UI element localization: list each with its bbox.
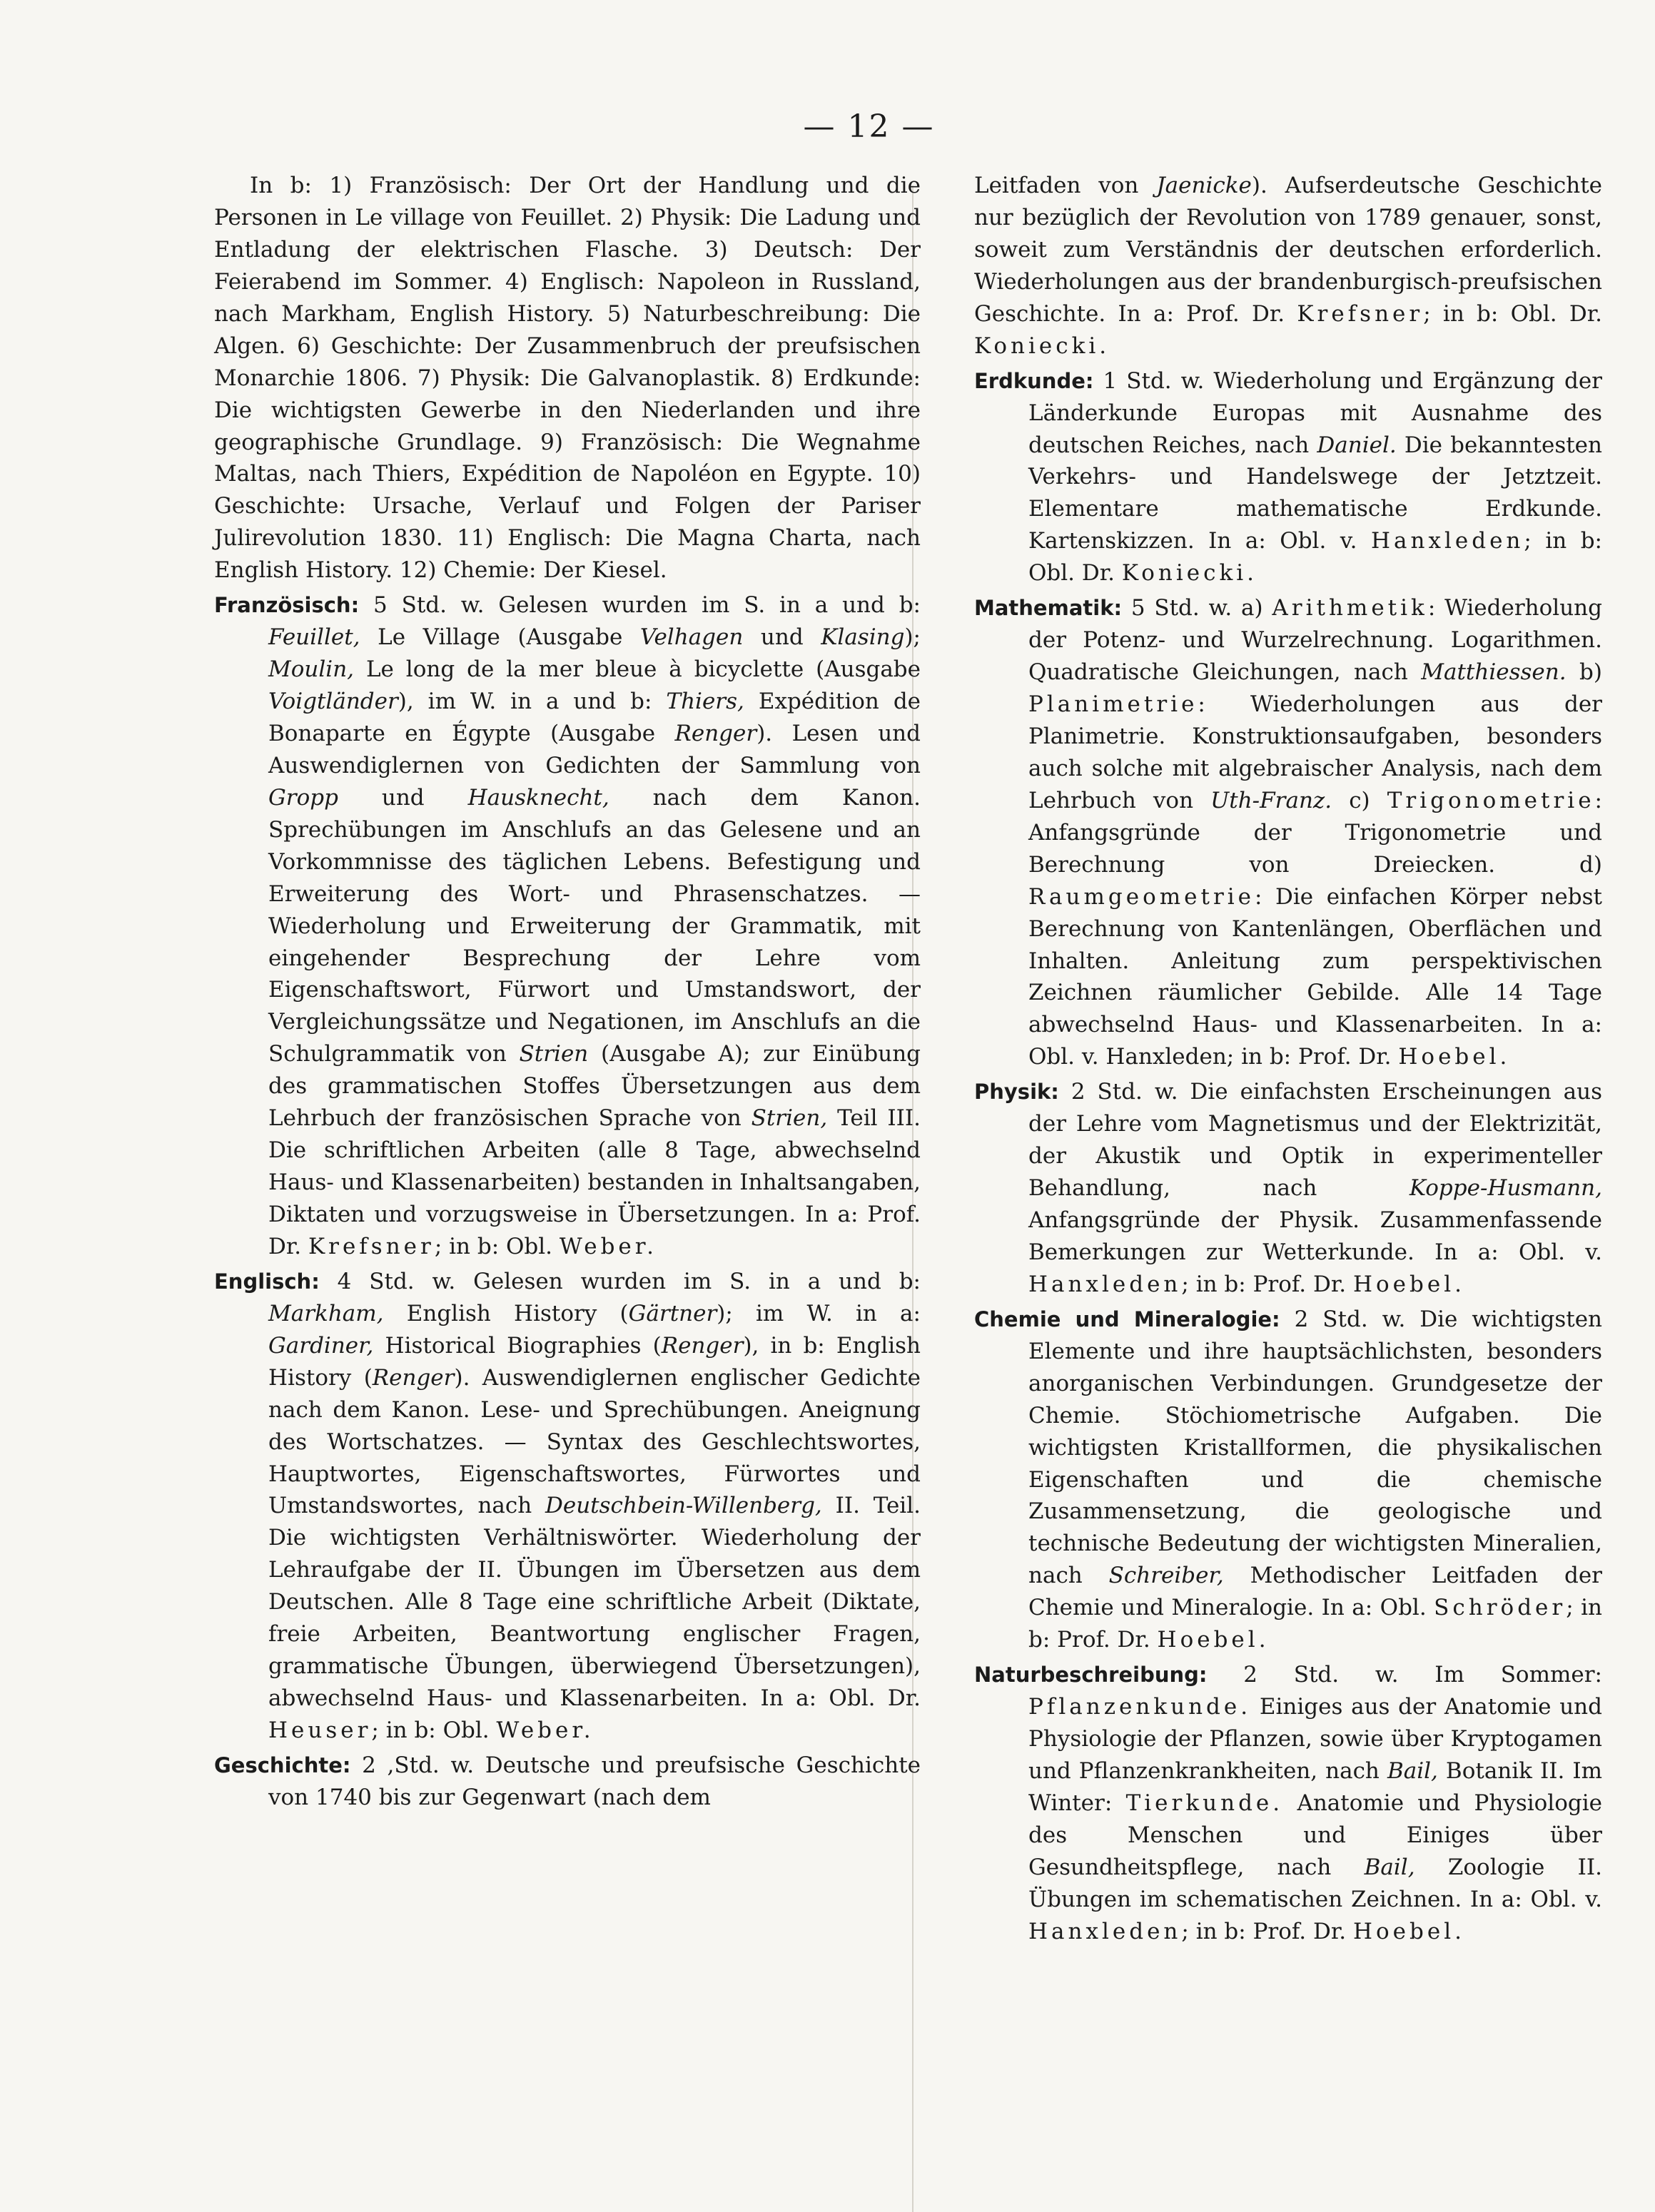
section-naturbeschreibung: Naturbeschreibung: 2 Std. w. Im Sommer: Pflanzenkunde. Einiges aus der Anatomie und Physiologie der Pflanzen, sowie über Kryptogamen und Pflanzenkrankheiten, nach Bail, Botanik II. Im Winter: Tierkunde. Anatomie und Physiologie des Menschen und Einiges über Gesundheitspflege, nach Bail, Zoologie II. Übungen im schematischen Zeichnen. In a: Obl. v. Hanxleden; in b: Prof. Dr. Hoebel. [974,1662,1602,1944]
section-mathematik: Mathematik: 5 Std. w. a) Arithmetik: Wiederholung der Potenz- und Wurzelrechnung. Logarithmen. Quadratische Gleichungen, nach Matthiessen. b) Planimetrie: Wiederholungen aus der Planimetrie. Konstruktionsaufgaben, besonders auch solche mit algebraischer Analysis, nach dem Lehrbuch von Uth-Franz. c) Trigonometrie: Anfangsgründe der Trigonometrie und Berechnung von Dreiecken. d) Raumgeometrie: Die einfachen Körper nebst Berechnung von Kantenlängen, Oberflächen und Inhalten. Anleitung zum perspektivischen Zeichnen räumlicher Gebilde. Alle 14 Tage abwechselnd Haus- und Klassenarbeiten. In a: Obl. v. Hanxleden; in b: Prof. Dr. Hoebel. [974,595,1602,1070]
section-geschichte: Geschichte: 2 ,Std. w. Deutsche und preufsische Geschichte von 1740 bis zur Gegenwart (nach dem [214,1752,921,1810]
page-number: — 12 — [803,108,935,145]
section-erdkunde: Erdkunde: 1 Std. w. Wiederholung und Ergänzung der Länderkunde Europas mit Ausnahme des deutschen Reiches, nach Daniel. Die bekanntesten Verkehrs- und Handelswege der Jetztzeit. Elementare mathematische Erdkunde. Kartenskizzen. In a: Obl. v. Hanxleden; in b: Obl. Dr. Koniecki. [974,367,1602,587]
subject-heading: Erdkunde: [974,368,1094,393]
subject-heading: Naturbeschreibung: [974,1663,1208,1688]
section-franzoesisch: Französisch: 5 Std. w. Gelesen wurden im S. in a und b: Feuillet, Le Village (Ausgabe Velhagen und Klasing); Moulin, Le long de la mer bleue à bicyclette (Ausgabe Voigtländer), im W. in a und b: Thiers, Expédition de Bonaparte en Égypte (Ausgabe Renger). Lesen und Auswendiglernen von Gedichten der Sammlung von Gropp und Hausknecht, nach dem Kanon. Sprechübungen im Anschlufs an das Gelesene und an Vorkommnisse des täglichen Lebens. Befestigung und Erweiterung des Wort- und Phrasenschatzes. — Wiederholung und Erweiterung der Grammatik, mit eingehender Besprechung der Lehre vom Eigenschaftswort, Fürwort und Umstandswort, der Vergleichungssätze und Negationen, im Anschlufs an die Schulgrammatik von Strien (Ausgabe A); zur Einübung des grammatischen Stoffes Übersetzungen aus dem Lehrbuch der französischen Sprache von Strien, Teil III. Die schriftlichen Arbeiten (alle 8 Tage, abwechselnd Haus- und Klassenarbeiten) bestanden in Inhaltsangaben, Diktaten und vorzugsweise in Übersetzungen. In a: Prof. Dr. Krefsner; in b: Obl. Weber. [214,592,921,1259]
subject-heading: Französisch: [214,593,360,618]
subject-heading: Chemie und Mineralogie: [974,1307,1280,1331]
essay-topics-paragraph: In b: 1) Französisch: Der Ort der Handlung und die Personen in Le village von Feuillet. 2) Physik: Die Ladung und Entladung der elektrischen Flasche. 3) Deutsch: Der Feierabend im Sommer. 4) Englisch: Napoleon in Russland, nach Markham, English History. 5) Naturbeschreibung: Die Algen. 6) Geschichte: Der Zusammenbruch der preufsischen Monarchie 1806. 7) Physik: Die Galvanoplastik. 8) Erdkunde: Die wichtigsten Gewerbe in den Niederlanden und ihre geographische Grundlage. 9) Französisch: Die Wegnahme Maltas, nach Thiers, Expédition de Napoléon en Egypte. 10) Geschichte: Ursache, Verlauf und Folgen der Pariser Julirevolution 1830. 11) Englisch: Die Magna Charta, nach English History. 12) Chemie: Der Kiesel. [214,173,921,584]
right-column [974,170,1602,1951]
section-chemie: Chemie und Mineralogie: 2 Std. w. Die wichtigsten Elemente und ihre hauptsächlichsten, besonders anorganischen Verbindungen. Grundgesetze der Chemie. Stöchiometrische Aufgaben. Die wichtigsten Kristallformen, die physikalischen Eigenschaften und die chemische Zusammensetzung, die geologische und technische Bedeutung der wichtigsten Mineralien, nach Schreiber, Methodischer Leitfaden der Chemie und Mineralogie. In a: Obl. Schröder; in b: Prof. Dr. Hoebel. [974,1306,1603,1653]
section-geschichte-continued: Leitfaden von Jaenicke). Aufserdeutsche Geschichte nur bezüglich der Revolution von 1789 genauer, sonst, soweit zum Verständnis der deutschen erforderlich. Wiederholungen aus der brandenburgisch-preufsischen Geschichte. In a: Prof. Dr. Krefsner; in b: Obl. Dr. Koniecki. [974,173,1602,359]
subject-heading: Mathematik: [974,596,1123,621]
section-englisch: Englisch: 4 Std. w. Gelesen wurden im S. in a und b: Markham, English History (Gärtner); im W. in a: Gardiner, Historical Biographies (Renger), in b: English History (Renger). Auswendiglernen englischer Gedichte nach dem Kanon. Lese- und Sprechübungen. Aneignung des Wortschatzes. — Syntax des Geschlechtswortes, Hauptwortes, Eigenschaftswortes, Fürwortes und Umstandswortes, nach Deutschbein-Willenberg, II. Teil. Die wichtigsten Verhältniswörter. Wiederholung der Lehraufgabe der II. Übungen im Übersetzen aus dem Deutschen. Alle 8 Tage eine schriftliche Arbeit (Diktate, freie Arbeiten, Beantwortung englischer Fragen, grammatische Übungen, überwiegend Übersetzungen), abwechselnd Haus- und Klassenarbeiten. In a: Obl. Dr. Heuser; in b: Obl. Weber. [214,1268,921,1743]
section-physik: Physik: 2 Std. w. Die einfachsten Erscheinungen aus der Lehre vom Magnetismus und der Elektrizität, der Akustik und Optik in experimenteller Behandlung, nach Koppe-Husmann, Anfangsgründe der Physik. Zusammenfassende Bemerkungen zur Wetterkunde. In a: Obl. v. Hanxleden; in b: Prof. Dr. Hoebel. [974,1079,1602,1297]
left-column [214,170,921,1817]
subject-heading: Physik: [974,1080,1059,1105]
subject-heading: Geschichte: [214,1752,351,1777]
subject-heading: Englisch: [214,1269,320,1294]
